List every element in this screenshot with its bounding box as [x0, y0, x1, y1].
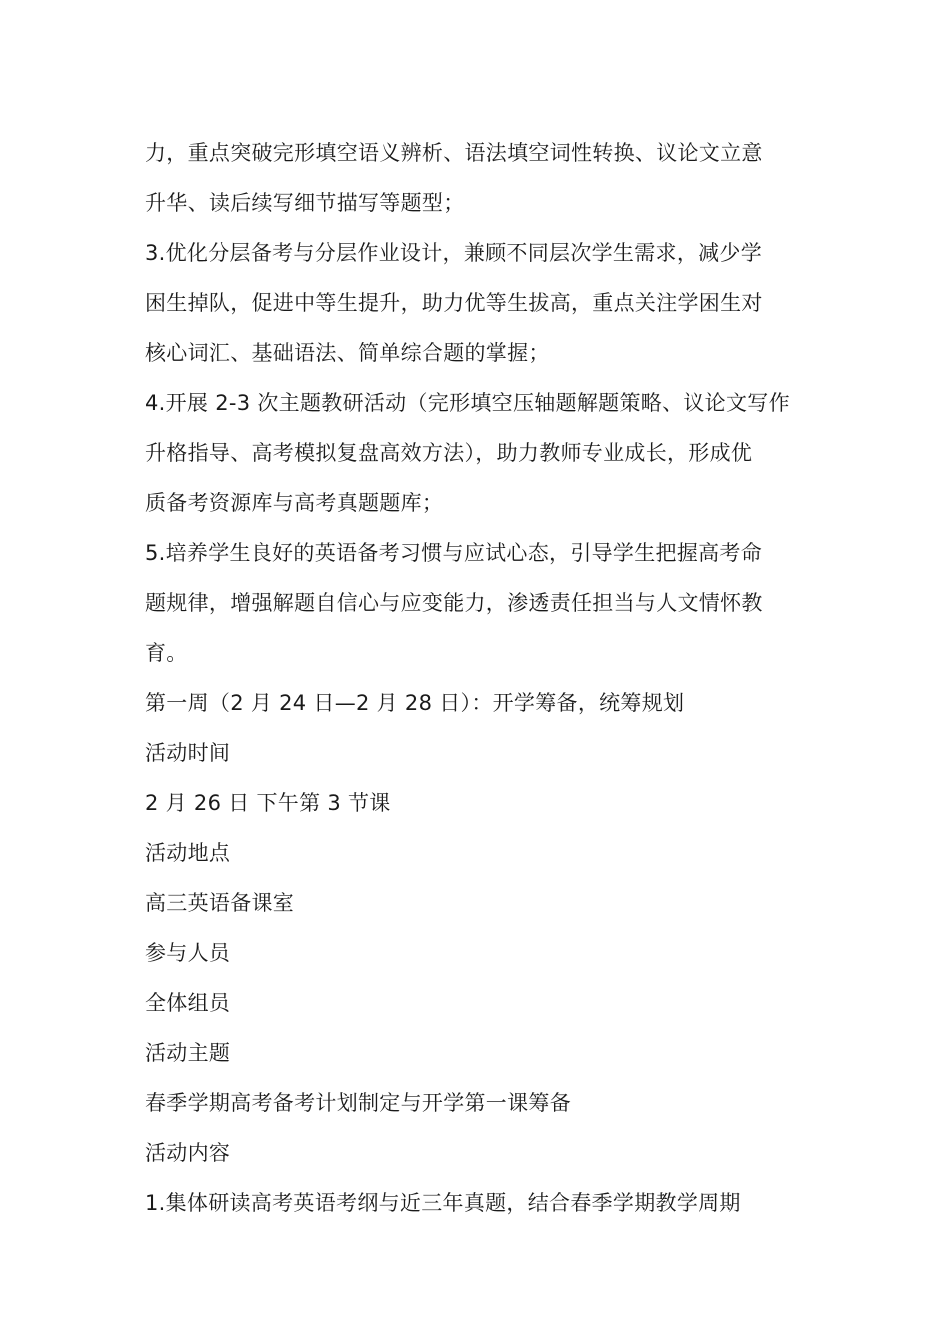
goal-4-text-end: 质备考资源库与高考真题题库；: [145, 491, 444, 515]
activity-location-value: 高三英语备课室: [145, 891, 295, 915]
activity-time-label: 活动时间: [145, 741, 231, 765]
activity-content-item-1: 1.集体研读高考英语考纲与近三年真题，结合春季学期教学周期: [145, 1191, 741, 1215]
goal-5-text-continued: 题规律，增强解题自信心与应变能力，渗透责任担当与人文情怀教: [145, 591, 763, 615]
activity-theme-value: 春季学期高考备考计划制定与开学第一课筹备: [145, 1091, 571, 1115]
activity-content-label: 活动内容: [145, 1141, 231, 1165]
activity-theme-label: 活动主题: [145, 1041, 231, 1065]
goal-2-text-end: 升华、读后续写细节描写等题型；: [145, 191, 465, 215]
goal-3-text-end: 核心词汇、基础语法、简单综合题的掌握；: [145, 341, 550, 365]
goal-5-text: 5.培养学生良好的英语备考习惯与应试心态，引导学生把握高考命: [145, 541, 763, 565]
goal-3-text-continued: 困生掉队，促进中等生提升，助力优等生拔高，重点关注学困生对: [145, 291, 763, 315]
goal-4-text-continued: 升格指导、高考模拟复盘高效方法），助力教师专业成长，形成优: [145, 441, 753, 465]
goal-3-text: 3.优化分层备考与分层作业设计，兼顾不同层次学生需求，减少学: [145, 241, 763, 265]
activity-time-value: 2 月 26 日 下午第 3 节课: [145, 791, 391, 815]
goal-4-text: 4.开展 2-3 次主题教研活动（完形填空压轴题解题策略、议论文写作: [145, 391, 790, 415]
week-1-heading: 第一周（2 月 24 日—2 月 28 日）：开学筹备，统筹规划: [145, 691, 685, 715]
participants-value: 全体组员: [145, 991, 231, 1015]
participants-label: 参与人员: [145, 941, 231, 965]
document-body: [145, 128, 810, 1228]
goal-2-text-continued: 力，重点突破完形填空语义辨析、语法填空词性转换、议论文立意: [145, 141, 763, 165]
activity-location-label: 活动地点: [145, 841, 231, 865]
goal-5-text-end: 育。: [145, 641, 188, 665]
